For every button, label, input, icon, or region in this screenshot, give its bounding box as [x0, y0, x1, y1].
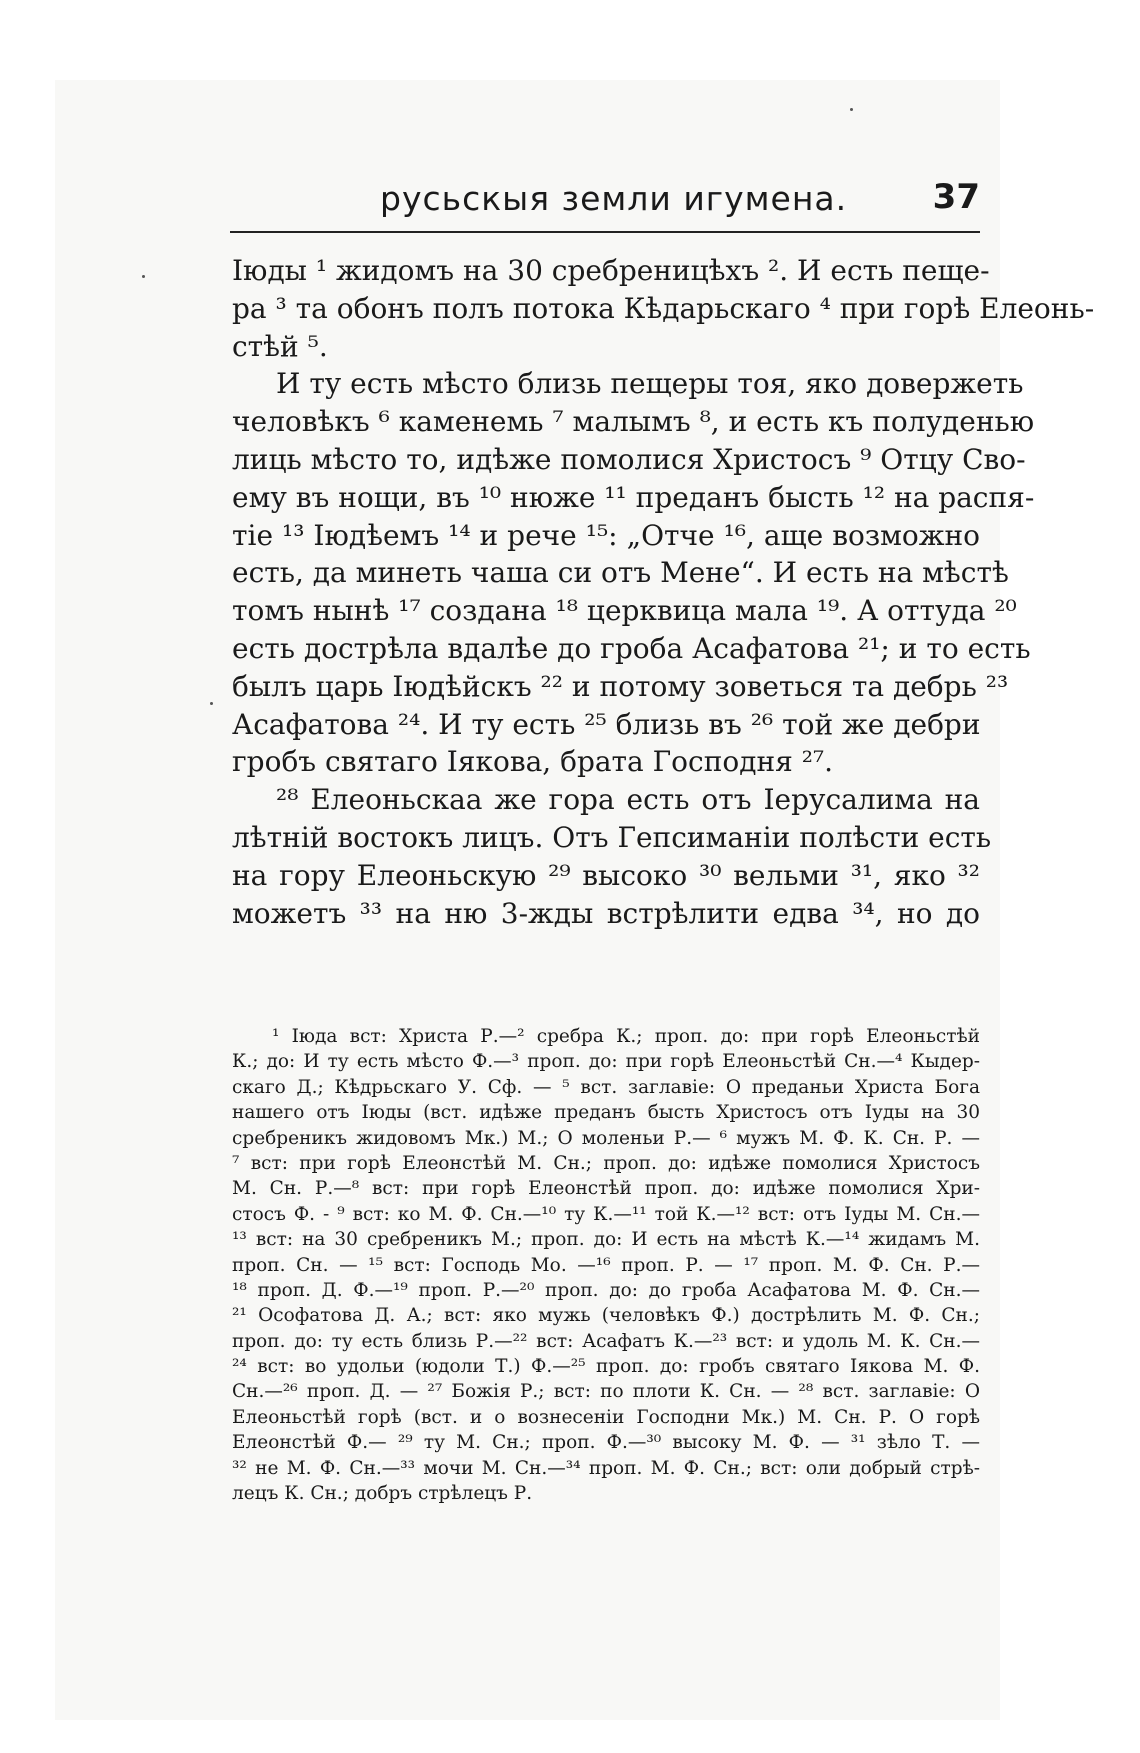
text-line: гробъ святаго Іякова, брата Господня ²⁷. — [232, 745, 834, 779]
footnote-line: М. Сн. Р.—⁸ вст: при горѣ Елеонстѣй проп. до: идѣже помолися Хри- — [232, 1178, 980, 1200]
footnote-line: ⁷ вст: при горѣ Елеонстѣй М. Сн.; проп. до: идѣже помолися Христосъ — [232, 1152, 980, 1174]
footnote-line: лецъ К. Сн.; добръ стрѣлецъ Р. — [232, 1483, 533, 1505]
footnote-line: ¹⁸ проп. Д. Ф.—¹⁹ проп. Р.—²⁰ проп. до: до гроба Асафатова М. Ф. Сн.— — [232, 1279, 980, 1301]
footnote-line: К.; до: И ту есть мѣсто Ф.—³ проп. до: при горѣ Елеоньстѣй Сн.—⁴ Кыдер- — [232, 1051, 980, 1073]
page-header — [230, 175, 980, 233]
text-line: Асафатова ²⁴. И ту есть ²⁵ близь въ ²⁶ той же дебри — [232, 707, 981, 741]
footnote-line: ²⁴ вст: во удольи (юдоли Т.) Ф.—²⁵ проп. до: гробъ святаго Іякова М. Ф. — [232, 1356, 980, 1378]
footnote-line: проп. до: ту есть близь Р.—²² вст: Асафатъ К.—²³ вст: и удоль М. К. Сн.— — [232, 1330, 980, 1352]
text-line: можетъ ³³ на ню 3-жды встрѣлити едва ³⁴, но до — [232, 896, 980, 930]
footnote-line: стосъ Ф. - ⁹ вст: ко М. Ф. Сн.—¹⁰ ту К.—¹¹ той К.—¹² вст: отъ Іуды М. Сн.— — [232, 1203, 980, 1225]
footnote-line: нашего отъ Іюды (вст. идѣже преданъ бысть Христосъ отъ Іуды на 30 — [232, 1102, 980, 1124]
footnotes — [232, 1024, 980, 1506]
footnote-line: ¹³ вст: на 30 сребреникъ М.; проп. до: И есть на мѣстѣ К.—¹⁴ жидамъ М. — [232, 1229, 980, 1251]
text-line: ²⁸ Елеоньскаа же гора есть отъ Іерусалима на — [276, 783, 980, 817]
footnote-line: Сн.—²⁶ проп. Д. — ²⁷ Божія Р.; вст: по плоти К. Сн. — ²⁸ вст. заглавіе: О — [232, 1381, 980, 1403]
print-speck — [210, 702, 213, 705]
footnote-line: ¹ Іюда вст: Христа Р.—² сребра К.; проп. до: при горѣ Елеоньстѣй — [272, 1026, 980, 1047]
footnote-line: ³² не М. Ф. Сн.—³³ мочи М. Сн.—³⁴ проп. М. Ф. Сн.; вст: оли добрый стрѣ- — [232, 1457, 980, 1479]
text-line: ему въ нощи, въ ¹⁰ нюже ¹¹ преданъ бысть ¹² на распя- — [232, 480, 1035, 514]
text-line: лѣтній востокъ лицъ. Отъ Гепсиманіи полѣсти есть — [232, 820, 992, 854]
footnote-line: скаго Д.; Кѣдрьскаго У. Сф. — ⁵ вст. заглавіе: О преданьи Христа Бога — [232, 1076, 980, 1098]
text-line: лиць мѣсто то, идѣже помолися Христосъ ⁹ Отцу Сво- — [232, 442, 1026, 476]
main-text — [232, 252, 1095, 932]
text-line: томъ нынѣ ¹⁷ создана ¹⁸ церквица мала ¹⁹. А оттуда ²⁰ — [232, 594, 1017, 628]
text-line: Іюды ¹ жидомъ на 30 сребреницѣхъ ². И есть пеще- — [232, 254, 990, 287]
text-line: былъ царь Іюдѣйскъ ²² и потому зоветься та дебрь ²³ — [232, 669, 1009, 703]
print-speck — [142, 275, 145, 278]
text-line: И ту есть мѣсто близь пещеры тоя, яко довержеть — [276, 367, 1024, 401]
footnote-line: ²¹ Ософатова Д. А.; вст: яко мужь (человѣкъ Ф.) дострѣлить М. Ф. Сн.; — [232, 1305, 980, 1327]
text-line: ра ³ та обонъ полъ потока Кѣдарьскаго ⁴ при горѣ Елеонь- — [232, 291, 1095, 325]
text-line: стѣй ⁵. — [232, 329, 328, 363]
footnote-line: сребреникъ жидовомъ Мк.) М.; О моленьи Р.— ⁶ мужъ М. Ф. К. Сн. Р. — — [232, 1127, 980, 1149]
page-number: 37 — [932, 177, 980, 217]
footnote-line: Елеоньстѣй горѣ (вст. и о вознесеніи Господни Мк.) М. Сн. Р. О горѣ — [232, 1406, 980, 1428]
text-line: человѣкъ ⁶ каменемь ⁷ малымъ ⁸, и есть къ полуденью — [232, 405, 1035, 439]
text-line: есть дострѣла вдалѣе до гроба Асафатова ²¹; и то есть — [232, 631, 1031, 665]
text-line: есть, да минеть чаша си отъ Мене“. И есть на мѣстѣ — [232, 556, 1009, 590]
footnote-line: проп. Сн. — ¹⁵ вст: Господь Мо. —¹⁶ проп. Р. — ¹⁷ проп. М. Ф. Сн. Р.— — [232, 1254, 980, 1276]
footnote-line: Елеонстѣй Ф.— ²⁹ ту М. Сн.; проп. Ф.—³⁰ высоку М. Ф. — ³¹ зѣло Т. — — [232, 1432, 980, 1454]
running-title: русьскыя земли игумена. — [380, 179, 848, 218]
text-line: тіе ¹³ Іюдѣемъ ¹⁴ и рече ¹⁵: „Отче ¹⁶, аще возможно — [232, 518, 980, 552]
print-speck — [850, 108, 853, 111]
text-line: на гору Елеоньскую ²⁹ высоко ³⁰ вельми ³¹, яко ³² — [232, 858, 980, 892]
